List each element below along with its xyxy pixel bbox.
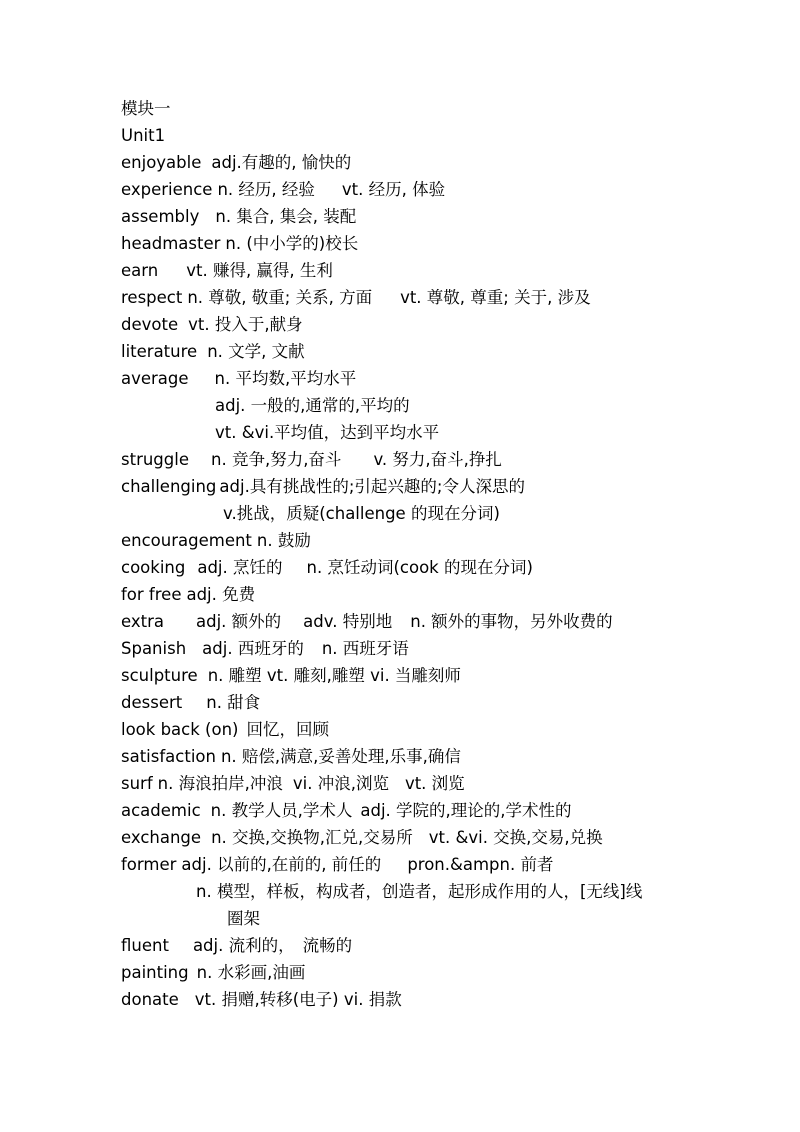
entry-definition: n. 赔偿,满意,妥善处理,乐事,确信 xyxy=(220,747,461,766)
entry-definition: n. 竞争,努力,奋斗 xyxy=(211,450,342,469)
vocab-entry xyxy=(121,611,613,633)
entry-word: donate xyxy=(121,990,179,1009)
entry-definition: adj. 额外的 xyxy=(196,612,282,631)
entry-word: exchange xyxy=(121,828,202,847)
entry-definition: adj. 以前的,在前的, 前任的 xyxy=(181,855,382,874)
entry-definition: n. 海浪拍岸,冲浪 xyxy=(157,774,283,793)
entry-definition: 流畅的 xyxy=(302,936,353,955)
entry-subdefinition: adj. 一般的,通常的,平均的 xyxy=(215,396,410,415)
vocab-entry xyxy=(121,476,525,498)
vocab-entry xyxy=(121,692,260,714)
entry-word: painting xyxy=(121,963,189,982)
entry-definition: adj. 烹饪的 xyxy=(197,558,283,577)
entry-word: extra xyxy=(121,612,164,631)
entry-word: assembly xyxy=(121,207,200,226)
entry-word: satisfaction xyxy=(121,747,216,766)
vocab-entry xyxy=(121,800,572,822)
entry-definition: n. 雕塑 vt. 雕刻,雕塑 vi. 当雕刻师 xyxy=(207,666,461,685)
entry-definition: n. 水彩画,油画 xyxy=(196,963,306,982)
entry-definition: adj. 免费 xyxy=(186,585,256,604)
entry-word: academic xyxy=(121,801,201,820)
entry-word: cooking xyxy=(121,558,186,577)
entry-definition: vt. 经历, 体验 xyxy=(341,180,446,199)
entry-definition: n. 集合, 集会, 装配 xyxy=(215,207,357,226)
entry-definition: adj.有趣的, 愉快的 xyxy=(211,153,352,172)
unit-title: Unit1 xyxy=(121,126,166,145)
entry-word: sculpture xyxy=(121,666,198,685)
vocab-entry xyxy=(121,773,465,795)
vocab-entry xyxy=(121,719,329,741)
entry-definition: n. 交换,交换物,汇兑,交易所 xyxy=(211,828,413,847)
entry-definition: n. 西班牙语 xyxy=(321,639,409,658)
entry-word: dessert xyxy=(121,693,183,712)
entry-word: encouragement xyxy=(121,531,252,550)
vocab-entry xyxy=(121,287,591,309)
entry-definition: n. 教学人员,学术人 xyxy=(210,801,353,820)
vocab-entry xyxy=(121,260,333,282)
entry-definition: adv. 特别地 xyxy=(303,612,393,631)
entry-definition: adj. 西班牙的 xyxy=(202,639,304,658)
entry-subdefinition: vt. &vi.平均值，达到平均水平 xyxy=(215,423,440,442)
entry-definition: n. 经历, 经验 xyxy=(217,180,315,199)
entry-word: challenging xyxy=(121,477,217,496)
entry-definition: n. 尊敬, 敬重; 关系, 方面 xyxy=(187,288,373,307)
entry-word: struggle xyxy=(121,450,189,469)
entry-definition: n. 烹饪动词(cook 的现在分词) xyxy=(306,558,533,577)
vocab-entry xyxy=(121,665,461,687)
entry-definition: n. 文学, 文献 xyxy=(207,342,305,361)
entry-word: respect xyxy=(121,288,183,307)
vocab-entry xyxy=(121,341,305,363)
entry-definition: n. 甜食 xyxy=(206,693,261,712)
entry-definition: vt. 浏览 xyxy=(404,774,465,793)
entry-word: earn xyxy=(121,261,159,280)
entry-word: look back (on) xyxy=(121,720,239,739)
vocab-entry xyxy=(121,827,603,849)
vocab-entry xyxy=(121,854,553,876)
entry-definition: adj. 流利的， xyxy=(192,936,295,955)
vocab-entry xyxy=(121,584,255,606)
vocab-entry xyxy=(121,989,402,1011)
vocab-entry xyxy=(121,368,356,390)
entry-word: devote xyxy=(121,315,179,334)
entry-word: literature xyxy=(121,342,198,361)
entry-definition: vt. &vi. 交换,交易,兑换 xyxy=(428,828,603,847)
vocab-entry xyxy=(121,233,358,255)
entry-definition: adj.具有挑战性的;引起兴趣的;令人深思的 xyxy=(219,477,525,496)
entry-definition: vt. 赚得, 赢得, 生利 xyxy=(186,261,333,280)
entry-word: for free xyxy=(121,585,182,604)
vocab-entry xyxy=(121,557,533,579)
entry-definition: n. 平均数,平均水平 xyxy=(214,369,357,388)
entry-definition: n. (中小学的)校长 xyxy=(225,234,359,253)
entry-subdefinition: n. 模型，样板，构成者，创造者，起形成作用的人，[无线]线 xyxy=(196,882,643,901)
entry-subdefinition: 圈架 xyxy=(227,909,260,928)
entry-definition: n. 鼓励 xyxy=(256,531,311,550)
entry-word: headmaster xyxy=(121,234,221,253)
entry-definition: n. 额外的事物，另外收费的 xyxy=(410,612,613,631)
entry-definition: vi. 冲浪,浏览 xyxy=(292,774,389,793)
vocab-entry xyxy=(121,449,502,471)
entry-definition: 回忆，回顾 xyxy=(246,720,329,739)
vocab-entry xyxy=(121,530,311,552)
entry-definition: vt. 捐赠,转移(电子) vi. 捐款 xyxy=(194,990,402,1009)
entry-word: experience xyxy=(121,180,213,199)
entry-word: fluent xyxy=(121,936,169,955)
entry-definition: vt. 尊敬, 尊重; 关于, 涉及 xyxy=(400,288,591,307)
vocab-entry xyxy=(121,935,352,957)
vocab-entry xyxy=(121,746,461,768)
entry-word: surf xyxy=(121,774,153,793)
entry-word: enjoyable xyxy=(121,153,202,172)
entry-word: former xyxy=(121,855,177,874)
vocab-entry xyxy=(121,638,409,660)
entry-definition: vt. 投入于,献身 xyxy=(188,315,303,334)
entry-definition: pron.&ampn. 前者 xyxy=(407,855,554,874)
vocab-entry xyxy=(121,314,303,336)
vocab-entry xyxy=(121,206,356,228)
vocab-entry xyxy=(121,962,305,984)
vocab-entry xyxy=(121,152,351,174)
entry-word: average xyxy=(121,369,189,388)
entry-definition: adj. 学院的,理论的,学术性的 xyxy=(360,801,572,820)
module-title: 模块一 xyxy=(121,99,171,118)
entry-definition: v. 努力,奋斗,挣扎 xyxy=(373,450,502,469)
entry-word: Spanish xyxy=(121,639,187,658)
vocab-entry xyxy=(121,179,445,201)
entry-subdefinition: v.挑战，质疑(challenge 的现在分词) xyxy=(223,504,500,523)
